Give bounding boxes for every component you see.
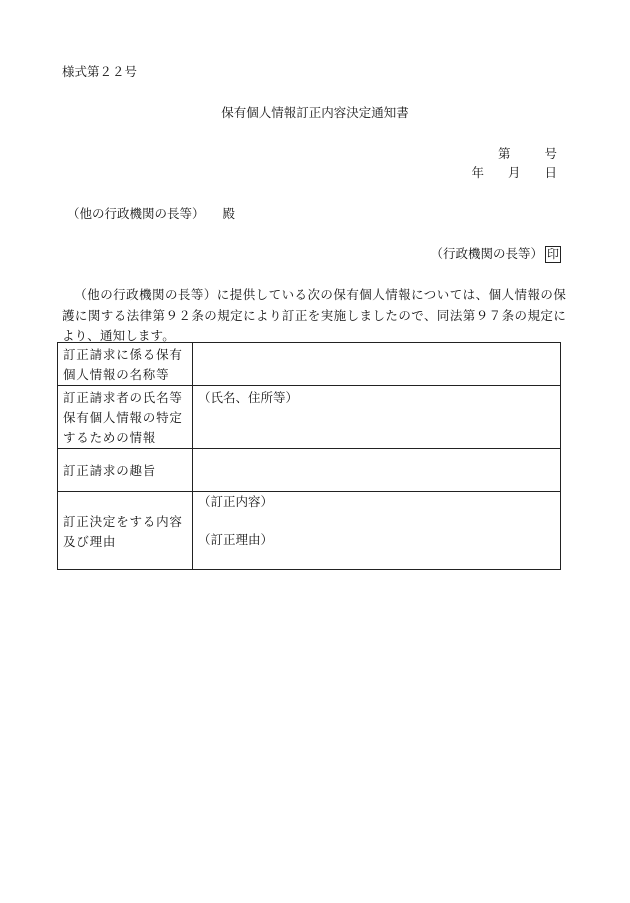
correction-reason-label: （訂正理由）: [198, 532, 274, 547]
date-year: 年: [471, 165, 484, 180]
reference-number-suffix: 号: [544, 146, 557, 161]
table-label: 訂正請求の趣旨: [58, 449, 193, 492]
table-value: [193, 492, 561, 570]
form-number: 様式第２２号: [62, 64, 138, 79]
table-label: 訂正請求に係る保有個人情報の名称等: [58, 343, 193, 386]
body-paragraph: （他の行政機関の長等）に提供している次の保有個人情報については、個人情報の保護に関する法律第９２条の規定により訂正を実施しましたので、同法第９７条の規定により、通知します。: [62, 287, 566, 343]
table-row: [58, 449, 561, 492]
addressee-honorific: 殿: [222, 206, 236, 221]
sender-name: （行政機関の長等）: [430, 246, 543, 261]
date-day: 日: [544, 165, 557, 180]
addressee: [67, 208, 235, 221]
reference-number-prefix: 第: [497, 146, 511, 161]
correction-content-label: （訂正内容）: [198, 494, 274, 509]
date-line: [471, 167, 557, 180]
date-month: 月: [507, 165, 521, 180]
table-row: [58, 492, 561, 570]
seal-mark: 印: [546, 247, 559, 261]
table-value: （氏名、住所等）: [193, 386, 561, 449]
document-title: 保有個人情報訂正内容決定通知書: [221, 105, 409, 120]
notice-table: [57, 342, 561, 570]
table-label: 訂正決定をする内容及び理由: [58, 492, 193, 570]
sender: [430, 246, 561, 263]
table-label: 訂正請求者の氏名等保有個人情報の特定するための情報: [58, 386, 193, 449]
table-row: [58, 386, 561, 449]
addressee-name: （他の行政機関の長等）: [67, 206, 205, 221]
table-value: [193, 343, 561, 386]
table-row: [58, 343, 561, 386]
body-text: [62, 285, 566, 347]
table-value: [193, 449, 561, 492]
reference-number: [498, 148, 557, 161]
